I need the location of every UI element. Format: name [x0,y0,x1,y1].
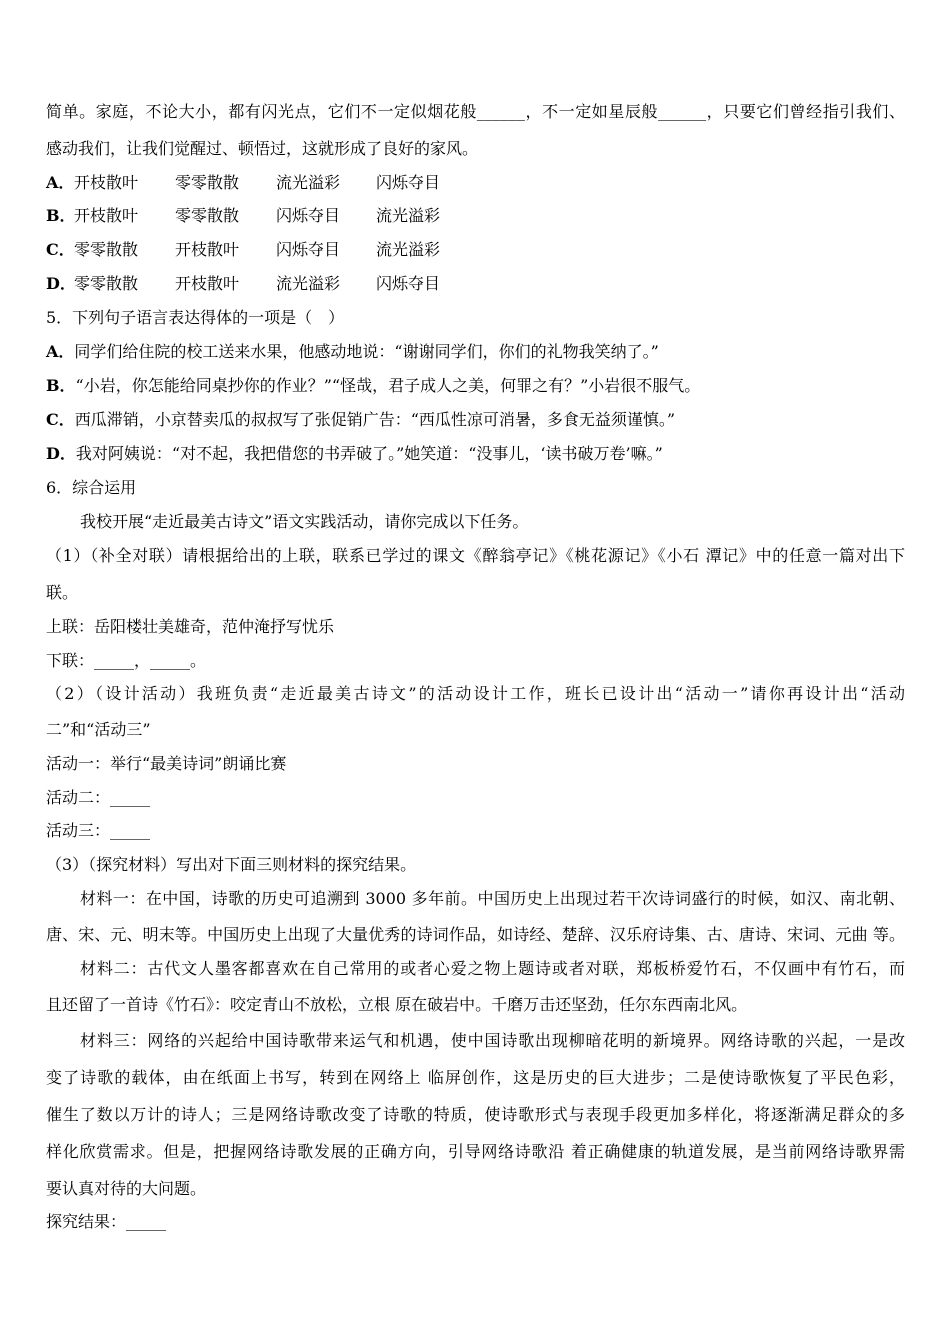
material-2-line-2: 且还留了一首诗《竹石》：咬定青山不放松，立根 原在破岩中。千磨万击还坚劲，任尔东西南北风。 [46,995,748,1014]
q5-stem: 5．下列句子语言表达得体的一项是（ ） [46,308,345,327]
q6-part2-line-2: 二”和“活动三” [46,720,151,739]
option-word: 开枝散叶 [175,274,240,293]
option-text: 同学们给住院的校工送来水果，他感动地说：“谢谢同学们，你们的礼物我笑纳了。” [74,342,659,361]
option-word: 零零散散 [74,240,139,259]
option-word: 零零散散 [175,206,240,225]
material-3-line-4: 样化欣赏需求。但是，把握网络诗歌发展的正确方向，引导网络诗歌沿 着正确健康的轨道发展，是当前网络诗歌界需 [46,1142,905,1161]
q5-option-c[interactable] [46,410,905,430]
q6-intro: 我校开展“走近最美古诗文”语文实践活动，请你完成以下任务。 [80,512,529,531]
option-label: B． [46,206,76,225]
q6-part3: （3）（探究材料）写出对下面三则材料的探究结果。 [46,855,417,874]
q4-stem-line-1: 简单。家庭，不论大小，都有闪光点，它们不一定似烟花般______，不一定如星辰般______，只要它们曾经指引我们、 [46,102,905,121]
couplet-upper: 上联：岳阳楼壮美雄奇，范仲淹抒写忧乐 [46,617,335,636]
option-word: 闪烁夺目 [276,206,341,225]
material-1-line-2: 唐、宋、元、明末等。中国历史上出现了大量优秀的诗词作品，如诗经、楚辞、汉乐府诗集、古、唐诗、宋词、元曲 等。 [46,925,905,944]
q5-option-d[interactable] [46,444,905,464]
option-word: 闪烁夺目 [276,240,341,259]
option-word: 流光溢彩 [376,206,441,225]
q6-part1-line-1: （1）（补全对联）请根据给出的上联，联系已学过的课文《醉翁亭记》《桃花源记》《小石 潭记》中的任意一篇对出下 [46,546,905,565]
material-3-line-3: 催生了数以万计的诗人；三是网络诗歌改变了诗歌的特质，使诗歌形式与表现手段更加多样化，将逐渐满足群众的多 [46,1105,905,1124]
option-word: 零零散散 [74,274,139,293]
option-word: 闪烁夺目 [376,173,441,192]
option-label: C． [46,240,75,259]
material-1-line-1: 材料一：在中国，诗歌的历史可追溯到 3000 多年前。中国历史上出现过若干次诗词盛行的时候，如汉、南北朝、 [80,889,905,908]
activity-1: 活动一：举行“最美诗词”朗诵比赛 [46,754,287,773]
option-label: D． [46,444,76,463]
q6-part2-line-1: （2）（设计活动）我班负责“走近最美古诗文”的活动设计工作，班长已设计出“活动一”请你再设计出“活动 [46,684,905,703]
option-word: 开枝散叶 [175,240,240,259]
option-text: 西瓜滞销，小京替卖瓜的叔叔写了张促销广告：“西瓜性凉可消暑，多食无益须谨慎。” [74,410,676,429]
material-3-line-2: 变了诗歌的载体，由在纸面上书写，转到在网络上 临屏创作，这是历史的巨大进步；二是使诗歌恢复了平民色彩， [46,1068,905,1087]
activity-2-answer[interactable]: 活动二：_____ [46,788,151,807]
activity-3-answer[interactable]: 活动三：_____ [46,821,151,840]
option-word: 开枝散叶 [74,206,139,225]
q6-stem: 6．综合运用 [46,478,137,497]
option-word: 闪烁夺目 [376,274,441,293]
option-word: 开枝散叶 [74,173,139,192]
material-2-line-1: 材料二：古代文人墨客都喜欢在自己常用的或者心爱之物上题诗或者对联，郑板桥爱竹石，不仅画中有竹石，而 [80,959,905,978]
option-text: “小岩，你怎能给同桌抄你的作业？”“怪哉，君子成人之美，何罪之有？”小岩很不服气。 [75,376,701,395]
option-label: C． [46,410,75,429]
option-label: B． [46,376,76,395]
option-label: A． [46,342,75,361]
inquiry-result-answer[interactable]: 探究结果：_____ [46,1212,167,1231]
option-text: 我对阿姨说：“对不起，我把借您的书弄破了。”她笑道：“没事儿，‘读书破万卷’嘛。” [75,444,663,463]
q5-option-a[interactable] [46,342,905,362]
q5-option-b[interactable] [46,376,905,396]
option-word: 流光溢彩 [276,274,341,293]
material-3-line-1: 材料三：网络的兴起给中国诗歌带来运气和机遇，使中国诗歌出现柳暗花明的新境界。网络诗歌的兴起，一是改 [80,1031,905,1050]
q4-stem-line-2: 感动我们，让我们觉醒过、顿悟过，这就形成了良好的家风。 [46,139,479,158]
q6-part1-line-2: 联。 [46,583,79,602]
option-label: A． [46,173,75,192]
material-3-line-5: 要认真对待的大问题。 [46,1179,207,1198]
option-word: 零零散散 [175,173,240,192]
option-word: 流光溢彩 [276,173,341,192]
couplet-lower-answer[interactable]: 下联：_____，_____。 [46,651,207,670]
option-label: D． [46,274,76,293]
option-word: 流光溢彩 [376,240,441,259]
